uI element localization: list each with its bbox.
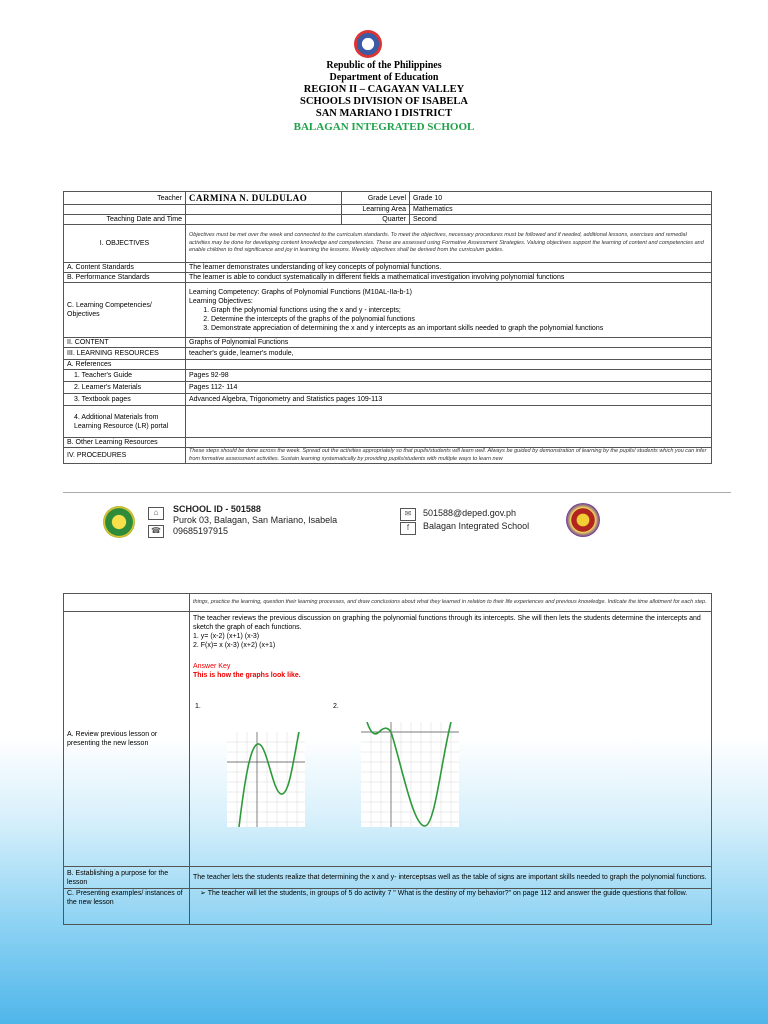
competency-cell [186,283,712,338]
competency-line-1: Learning Competency: Graphs of Polynomial Functions (M10AL-IIa-b-1) [189,288,412,296]
graph-1-image [227,732,305,827]
purpose-text: The teacher lets the students realize that determining the x and y- interceptsas well as the table of signs are important skills needed to graph the polynomial functions. [190,867,712,889]
teacher-label: Teacher [64,192,186,205]
school-email[interactable]: 501588@deped.gov.ph [423,508,517,518]
header-line-1: Republic of the Philippines [326,60,442,71]
objectives-text: Objectives must be met over the week and connected to the curriculum standards. To meet the objectives, necessary procedures must be followed and if needed, additional lessons, exercises and remedial activities may be done for developing content knowledge and competencies. These are assessed using Formative Assessment Strategies. Valuing objectives support the learning of content and competencies and enable children to find significance and joy in learning the lessons. Weekly objectives shall be derived from the curriculum guides. [186,225,712,263]
area-value: Mathematics [410,205,712,215]
dll-table-page1 [63,191,712,464]
content-std-text: The learner demonstrates understanding of key concepts of polynomial functions. [186,263,712,273]
textbook-label: 3. Textbook pages [64,394,186,406]
review-cell [190,612,712,867]
district-logo-icon [566,503,600,537]
examples-label: C. Presenting examples/ instances of the new lesson [64,889,190,925]
grade-label: Grade Level [342,192,410,205]
content-label: II. CONTENT [64,338,186,348]
teachers-guide-label: 1. Teacher's Guide [64,370,186,382]
grade-value: Grade 10 [410,192,712,205]
learning-resources-text: teacher's guide, learner's module, [186,348,712,360]
graph-2-label: 2. [333,703,339,710]
quarter-label: Quarter [342,215,410,225]
examples-text: The teacher will let the students, in groups of 5 do activity 7 " What is the destiny of my behavior?" on page 112 and answer the guide questions that follow. [207,890,688,897]
school-logo-icon [103,506,135,538]
school-id: SCHOOL ID - 501588 [173,504,261,514]
email-icon: ✉ [400,508,416,521]
answer-key-label: Answer Key [193,663,231,670]
objective-item: 1. Graph the polynomial functions using the x and y - intercepts; [211,306,708,315]
school-facebook[interactable]: Balagan Integrated School [423,521,530,531]
objectives-label: I. OBJECTIVES [64,225,186,263]
perf-std-label: B. Performance Standards [64,273,186,283]
procedures-label: IV. PROCEDURES [64,448,186,464]
learners-materials-label: 2. Learner's Materials [64,382,186,394]
equation-1: 1. y= (x-2) (x+1) (x-3) [193,633,260,640]
competency-label: C. Learning Competencies/ Objectives [64,283,186,338]
footer-divider [63,492,731,493]
review-label: A. Review previous lesson or presenting the new lesson [64,612,190,867]
header-line-2: Department of Education [329,72,439,83]
objective-list [189,306,708,333]
procedures-continued: things, practice the learning, question their learning processes, and draw conclusions about what they learned in relation to their life experiences and previous knowledge. Indicate the time allotment for each step. [190,594,712,612]
school-name: BALAGAN INTEGRATED SCHOOL [293,121,475,133]
school-address: Purok 03, Balagan, San Mariano, Isabela [173,515,338,525]
content-text: Graphs of Polynomial Functions [186,338,712,348]
home-icon: ⌂ [148,507,164,520]
references-label: A. References [64,360,186,370]
procedures-text: These steps should be done across the week. Spread out the activities appropriately so that pupils/students will learn well. Always be guided by demonstration of learning by the pupils/ students which you can infer from formative assessment activities. Sustain learning systematically by providing pupils/students with multiple ways to learn new [186,448,712,464]
equation-2: 2. F(x)= x (x-3) (x+2) (x+1) [193,642,276,649]
objective-item: 2. Determine the intercepts of the graphs of the polynomial functions [211,315,708,324]
school-phone: 09685197915 [173,526,229,536]
deped-seal-icon [354,30,382,58]
graphs-note: This is how the graphs look like. [193,672,301,679]
review-text: The teacher reviews the previous discussion on graphing the polynomial functions through its intercepts. She will then lets the students determine the intercepts and sketch the graph of each functions. [193,615,701,631]
header-line-4: SCHOOLS DIVISION OF ISABELA [300,96,468,107]
graph-1-label: 1. [195,703,201,710]
quarter-value: Second [410,215,712,225]
dll-table-page2 [63,593,712,925]
header-line-3: REGION II – CAGAYAN VALLEY [303,84,465,95]
teacher-name: CARMINA N. DULDULAO [186,192,342,205]
objective-item: 3. Demonstrate appreciation of determining the x and y intercepts as an important skills needed to graph the polynomial functions [211,324,708,333]
header-line-5: SAN MARIANO I DISTRICT [315,108,453,119]
area-label: Learning Area [342,205,410,215]
graph-2-image [361,722,459,827]
facebook-icon: f [400,522,416,535]
perf-std-text: The learner is able to conduct systematically in different fields a mathematical investigation involving polynomial functions [186,273,712,283]
competency-line-2: Learning Objectives: [189,297,253,305]
examples-cell [190,889,712,925]
content-std-label: A. Content Standards [64,263,186,273]
learners-materials-pages: Pages 112- 114 [186,382,712,394]
textbook-pages: Advanced Algebra, Trigonometry and Statistics pages 109-113 [186,394,712,406]
phone-icon: ☎ [148,525,164,538]
bullet-icon: ➢ [200,890,208,897]
learning-resources-label: III. LEARNING RESOURCES [64,348,186,360]
other-resources-label: B. Other Learning Resources [64,438,186,448]
teachers-guide-pages: Pages 92-98 [186,370,712,382]
purpose-label: B. Establishing a purpose for the lesson [64,867,190,889]
date-label: Teaching Date and Time [64,215,186,225]
additional-materials-label: 4. Additional Materials from Learning Resource (LR) portal [64,406,186,438]
